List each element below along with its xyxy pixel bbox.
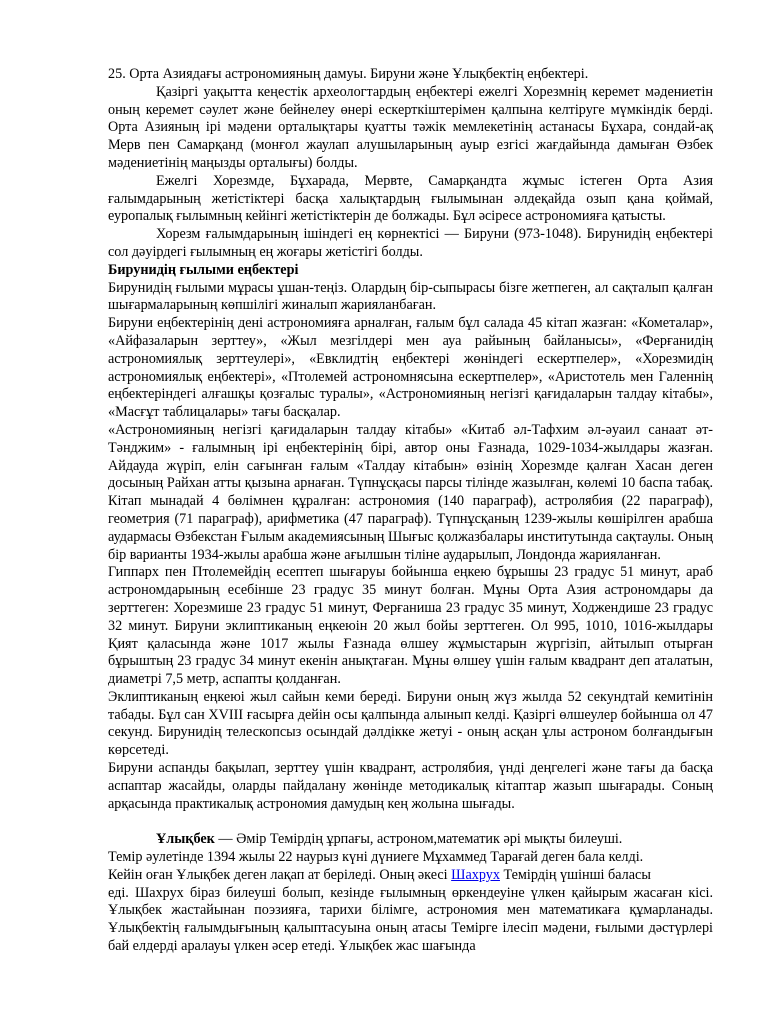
biruni-paragraph-4: Гиппарх пен Птолемейдің есептеп шығаруы бойынша еңкею бұрышы 23 градус 51 минут, араб астрономдарының есебінше 23 градус 35 минут болған. Мұны Орта Азия астрономдары да зерттеген: Хорезмише 23 градус 51 минут, Ферғаниша 23 градус 35 минут, Ходжендише 23 градус 32 минут. Бируни эклиптиканың еңкеюін 20 жыл бойы зерттеген. Ол 995, 1010, 1016-жылдары Қият қаласында және 1017 жылы Ғазнада өлшеу жұмыстарын жүргізіп, айтылып отырған бұрыштың 23 градус 34 минут екенін анықтаған. Мұны өлшеу үшін ғалым квадрант деп аталатын, диаметрі 7,5 метр, аспапты қолданған. bbox=[108, 564, 713, 688]
section-heading-biruni: Бирунидің ғылыми еңбектері bbox=[108, 261, 299, 278]
intro-paragraph-2: Ежелгі Хорезмде, Бұхарада, Мервте, Самарқандта жұмыс істеген Орта Азия ғалымдарының жетістіктері басқа халықтардың ғылымынан әлдеқайда озып қана қоймай, еуропалық ғылымның кейінгі жетістіктерін де болжады. Бұл әсіресе астрономияға қатысты. bbox=[108, 172, 713, 225]
paragraph-spacer bbox=[108, 813, 713, 831]
biruni-paragraph-3: «Астрономияның негізгі қағидаларын талдау кітабы» «Китаб әл-Тафхим әл-әуаил санаат әт-Тәнджим» - ғалымның ірі еңбектерінің бірі, автор оны Ғазнада, 1029-1034-жылдары жазған. Айдауда жүріп, елін сағынған ғалым «Талдау кітабын» өзінің Хорезмде қалған Хасан деген досының Райхан атты қызына арнаған. Түпнұсқасы парсы тілінде жазылған, көлемі 10 баспа табақ. Кітап мынадай 4 бөлімнен құралған: астрономия (140 параграф), астролябия (22 параграф), геометрия (71 параграф), арифметика (47 параграф). Түпнұсқаның 1239-жылы көшірілген арабша аудармасы Өзбекстан Ғылым академиясының Шығыс қолжазбалары институтында сақтаулы. Оның бір варианты 1934-жылы арабша және ағылшын тіліне аударылып, Лондонда жарияланған. bbox=[108, 421, 713, 563]
biruni-paragraph-1: Бирунидің ғылыми мұрасы ұшан-теңіз. Олардың бір-сыпырасы бізге жетпеген, ал сақталып қалған шығармаларының көпшілігі жиналып жарияланбаған. bbox=[108, 279, 713, 314]
ulugbek-lead bbox=[108, 831, 713, 849]
document-title: 25. Орта Азиядағы астрономияның дамуы. Бируни және Ұлықбектің еңбектері. bbox=[108, 66, 589, 82]
ulugbek-father-text-post: Темірдің үшінші баласы bbox=[499, 866, 651, 883]
intro-paragraph-1: Қазіргі уақытта кеңестік археологтардың еңбектері ежелгі Хорезмнің керемет мәдениетін оның керемет сәулет және бейнелеу өнері ескерткіштерімен қалпына келтіруге мүмкіндік берді. Орта Азияның ірі мәдени орталықтары қуатты тәжік мемлекетінің астанасы Бұхара, сондай-ақ Мерв пен Самарқанд (монғол жаулап алушыларының ауыр езгісі жағдайында дамыған Өзбек мәдениетінің маңызды орталығы) болды. bbox=[108, 83, 713, 171]
intro-paragraph-3: Хорезм ғалымдарының ішіндегі ең көрнектісі — Бируни (973-1048). Бирунидің еңбектері сол дәуірдегі ғылымның ең жоғары жетістігі болды. bbox=[108, 226, 713, 260]
ulugbek-name: Ұлықбек bbox=[156, 831, 215, 848]
shahrukh-link[interactable]: Шахрух bbox=[451, 866, 500, 883]
ulugbek-lead-text: — Әмір Темірдің ұрпағы, астроном,математик әрі мықты билеуші. bbox=[214, 831, 623, 848]
biruni-paragraph-6: Бируни аспанды бақылап, зерттеу үшін квадрант, астролябия, үнді деңгелегі және тағы да басқа аспаптар жасайды, оларды пайдалану жөнінде методикалық кітаптар жазып шығарады. Соның арқасында практикалық астрономия дамудың кең жолына шығады. bbox=[108, 760, 713, 812]
ulugbek-birth-line: Темір әулетінде 1394 жылы 22 наурыз күні дүниеге Мұхаммед Тарағай деген бала келді. bbox=[108, 849, 644, 866]
biruni-paragraph-2: Бируни еңбектерінің дені астрономияға арналған, ғалым бұл салада 45 кітап жазған: «Кометалар», «Айфазаларын зерттеу», «Жыл мезгілдері мен ауа райының байланысы», «Ферғанидің астрономиялық зерттеулері», «Евклидтің еңбектері жөніндегі ескертпелер», «Хорезмидің астрономиялық еңбектері», «Птолемей астрономнясына ескертпелер», «Аристотель мен Галеннің еңбектеріндегі алғашқы қозғалыс туралы», «Астрономияның негізгі қағидаларын талдау кітабы», «Масғұт таблицалары» тағы басқалар. bbox=[108, 315, 713, 421]
ulugbek-paragraph: еді. Шахрух біраз билеуші болып, кезінде ғылымның өркендеуіне үлкен қайырым жасаған кісі. Ұлықбек жастайынан поэзияға, тарихи білімге, астрономия мен математикаға құмарланады. Ұлықбектің ғалымдығының қалыптасуына оның атасы Темірге ілесіп мәдени, ғылыми дәстүрлері бай елдерді аралауы үлкен әсер етеді. Ұлықбек жас шағында bbox=[108, 884, 713, 955]
ulugbek-father-line bbox=[108, 867, 713, 885]
ulugbek-father-text-pre: Кейін оған Ұлықбек деген лақап ат беріледі. Оның әкесі bbox=[108, 866, 452, 883]
document-page bbox=[108, 66, 713, 956]
biruni-paragraph-5: Эклиптиканың еңкеюі жыл сайын кеми береді. Бируни оның жүз жылда 52 секундтай кемитінін табады. Бұл сан XVIII ғасырға дейін осы қалпында алынып келді. Қазіргі өлшеулер бойынша ол 47 секунд. Бирунидің телескопсыз осындай дәлдікке жетуі - оның асқан ұлы астроном болғандығын көрсетеді. bbox=[108, 688, 713, 759]
